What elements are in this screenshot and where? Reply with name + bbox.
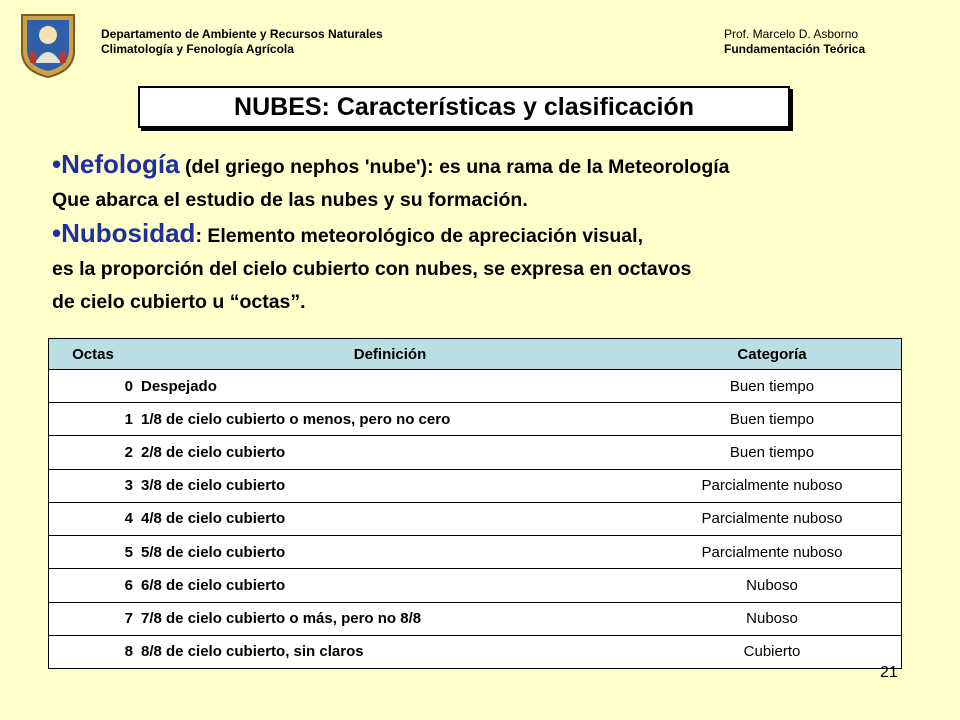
definition-cell: Despejado bbox=[137, 370, 643, 403]
table-header-row bbox=[49, 339, 902, 370]
category-cell: Buen tiempo bbox=[643, 370, 902, 403]
definition-cell: 8/8 de cielo cubierto, sin claros bbox=[137, 635, 643, 668]
definition-cell: 4/8 de cielo cubierto bbox=[137, 502, 643, 535]
nubosidad-line3: de cielo cubierto u “octas”. bbox=[52, 291, 306, 313]
table-row bbox=[49, 502, 902, 535]
table-row bbox=[49, 403, 902, 436]
department-line2: Climatología y Fenología Agrícola bbox=[101, 42, 294, 56]
table-row bbox=[49, 469, 902, 502]
author-name: Prof. Marcelo D. Asborno bbox=[724, 27, 859, 41]
bullet-icon: • bbox=[52, 149, 62, 179]
octas-cell: 4 bbox=[49, 502, 138, 535]
slide-title: NUBES: Características y clasificación bbox=[138, 86, 790, 128]
octas-cell: 2 bbox=[49, 436, 138, 469]
definition-cell: 2/8 de cielo cubierto bbox=[137, 436, 643, 469]
table-row bbox=[49, 536, 902, 569]
definition-cell: 1/8 de cielo cubierto o menos, pero no cero bbox=[137, 403, 643, 436]
nefologia-term: Nefología bbox=[61, 149, 180, 179]
table-row bbox=[49, 602, 902, 635]
header-categoria: Categoría bbox=[643, 339, 902, 370]
nefologia-line bbox=[52, 148, 932, 184]
category-cell: Parcialmente nuboso bbox=[643, 536, 902, 569]
category-cell: Parcialmente nuboso bbox=[643, 502, 902, 535]
octas-cell: 6 bbox=[49, 569, 138, 602]
octas-cell: 8 bbox=[49, 635, 138, 668]
table-row bbox=[49, 436, 902, 469]
nubosidad-line2: es la proporción del cielo cubierto con nubes, se expresa en octavos bbox=[52, 258, 692, 280]
definition-cell: 7/8 de cielo cubierto o más, pero no 8/8 bbox=[137, 602, 643, 635]
definition-cell: 3/8 de cielo cubierto bbox=[137, 469, 643, 502]
octas-cell: 5 bbox=[49, 536, 138, 569]
octas-cell: 7 bbox=[49, 602, 138, 635]
header-definicion: Definición bbox=[137, 339, 643, 370]
category-cell: Nuboso bbox=[643, 602, 902, 635]
department-header bbox=[101, 27, 383, 57]
category-cell: Nuboso bbox=[643, 569, 902, 602]
octas-table bbox=[48, 338, 902, 669]
definition-cell: 5/8 de cielo cubierto bbox=[137, 536, 643, 569]
octas-cell: 1 bbox=[49, 403, 138, 436]
category-cell: Parcialmente nuboso bbox=[643, 469, 902, 502]
table-row bbox=[49, 370, 902, 403]
department-line1: Departamento de Ambiente y Recursos Naturales bbox=[101, 27, 383, 41]
category-cell: Buen tiempo bbox=[643, 436, 902, 469]
octas-cell: 3 bbox=[49, 469, 138, 502]
nubosidad-term: Nubosidad bbox=[61, 218, 196, 248]
nefologia-definition: (del griego nephos 'nube'): es una rama de la Meteorología bbox=[179, 156, 730, 178]
category-cell: Buen tiempo bbox=[643, 403, 902, 436]
author-header bbox=[724, 27, 865, 57]
page-number: 21 bbox=[880, 664, 898, 681]
nubosidad-line bbox=[52, 217, 932, 253]
course-subtitle: Fundamentación Teórica bbox=[724, 42, 866, 56]
octas-cell: 0 bbox=[49, 370, 138, 403]
table-row bbox=[49, 569, 902, 602]
nefologia-line2: Que abarca el estudio de las nubes y su formación. bbox=[52, 189, 528, 211]
definition-cell: 6/8 de cielo cubierto bbox=[137, 569, 643, 602]
bullet-icon: • bbox=[52, 218, 62, 248]
definitions-text bbox=[52, 148, 932, 319]
header-octas: Octas bbox=[49, 339, 138, 370]
category-cell: Cubierto bbox=[643, 635, 902, 668]
university-seal-logo bbox=[18, 11, 78, 79]
nubosidad-definition: : Elemento meteorológico de apreciación visual, bbox=[195, 225, 643, 247]
table-row bbox=[49, 635, 902, 668]
